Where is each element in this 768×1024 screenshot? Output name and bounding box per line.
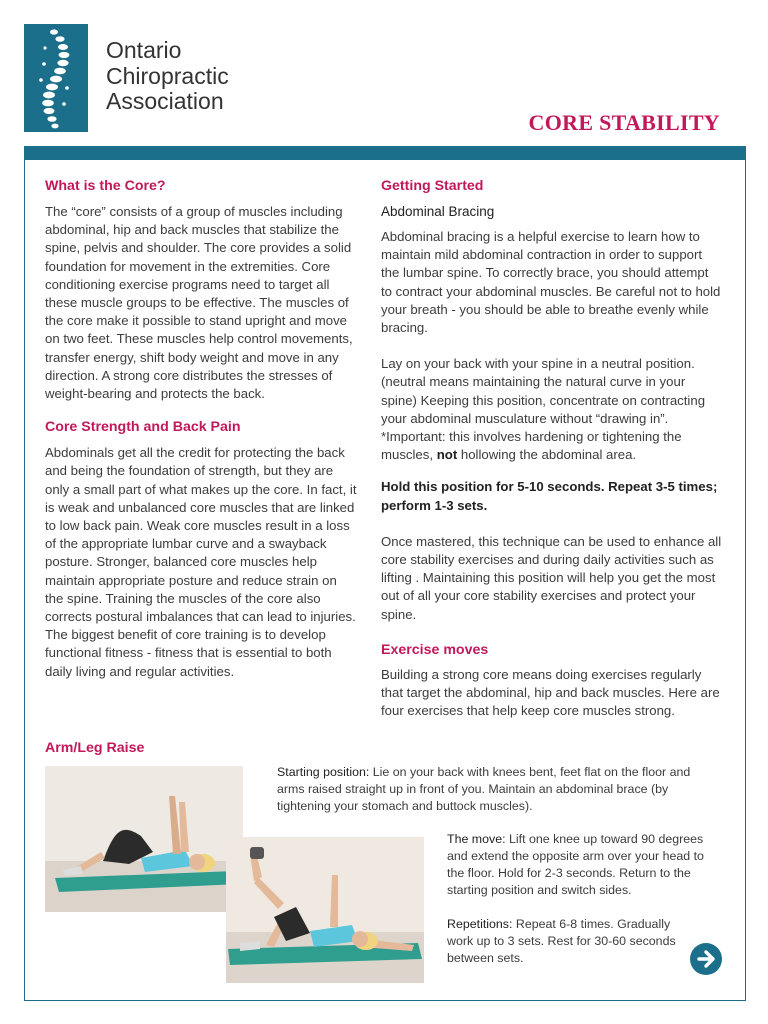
subheading-abdominal-bracing: Abdominal Bracing [381,204,495,219]
exercise-photo-move [226,837,424,983]
spine-logo-icon [24,24,88,132]
next-page-button[interactable] [690,943,722,975]
the-move-label: The move: [447,832,506,846]
org-name-line3: Association [106,88,224,114]
exercise-heading: Arm/Leg Raise [45,740,145,756]
the-move-text [447,831,722,899]
neutral-text-a: Lay on your back with your spine in a neutral position. (neutral means maintaining the natural curve in your spine) Keeping this position, concentrate on contracting your abdominal musculature without “drawing in”. *Important: this involves hardening or tightening the muscles, [381,356,706,463]
organization-name [106,38,229,115]
section-heading-what-is-core: What is the Core? [45,178,166,194]
document-title: CORE STABILITY [528,110,720,135]
bracing-paragraph: Abdominal bracing is a helpful exercise to learn how to maintain mild abdominal contraction in order to support the lumbar spine. To correctly brace, you should attempt to contract your abdominal muscles. Be careful not to hold your breath - you should be able to breathe evenly while bracing. [381,229,721,336]
the-move-description: Lift one knee up toward 90 degrees and extend the opposite arm over your head to the floor. Hold for 2-3 seconds. Return to the starting position and switch sides. [447,832,704,897]
section-heading-exercise-moves: Exercise moves [381,641,489,658]
emphasis-not: not [436,447,458,463]
right-column [381,176,723,720]
org-name-line2: Chiropractic [106,62,229,89]
repetitions-description: Repeat 6-8 times. Gradually work up to 3 sets. Rest for 30-60 seconds between sets. [447,917,676,965]
hold-position-instruction: Hold this position for 5-10 seconds. Repeat 3-5 times; perform 1-3 sets. [381,479,718,513]
neutral-text-b: hollowing the abdominal area. [457,447,637,463]
starting-position-description: Lie on your back with knees bent, feet flat on the floor and arms raised straight up in front of you. Maintain an abdominal brace (by tightening your stomach and buttock muscles). [277,765,691,813]
arrow-right-icon [690,943,722,975]
what-is-core-paragraph: The “core” consists of a group of muscles including abdominal, hip and back muscles that stabilize the spine, pelvis and shoulder. The core provides a solid foundation for movement in the extremities. Core conditioning exercise programs need to target all these muscle groups to be effective. The muscles of the core make it possible to stand upright and move on two feet. These muscles help control movements, transfer energy, shift body weight and move in any direction. A strong core distributes the stresses of weight-bearing and protects the back. [45,204,353,402]
repetitions-label: Repetitions: [447,917,513,931]
starting-position-label: Starting position: [277,765,370,779]
neutral-position-paragraph [381,355,723,464]
core-strength-paragraph: Abdominals get all the credit for protecting the back and being the foundation of strength, but they are only a small part of what makes up the core. In fact, it is weak and unbalanced core muscles that are linked to low back pain. Weak core muscles result in a loss of the appropriate lumbar curve and a swayback posture. Stronger, balanced core muscles help maintain appropriate posture and reduce strain on the spine. Training the muscles of the core also corrects postural imbalances that can lead to injuries. The biggest benefit of core training is to develop functional fitness - fitness that is essential to both daily living and regular activities. [45,445,357,679]
section-heading-getting-started: Getting Started [381,178,484,194]
exercise-moves-paragraph: Building a strong core means doing exercises regularly that target the abdominal, hip and back muscles. Here are four exercises that help keep core muscles strong. [381,666,720,719]
org-name-line1: Ontario [106,37,182,63]
starting-position-text [277,764,717,815]
title-bar [24,146,746,160]
left-column [45,176,357,681]
once-mastered-paragraph: Once mastered, this technique can be used to enhance all core stability exercises and during daily activities such as lifting . Maintaining this position will help you get the most out of all your core stability exercises and protect your spine. [381,533,722,622]
repetitions-text [447,916,687,967]
exercise-photo-start [45,766,243,912]
section-heading-core-strength: Core Strength and Back Pain [45,419,241,436]
